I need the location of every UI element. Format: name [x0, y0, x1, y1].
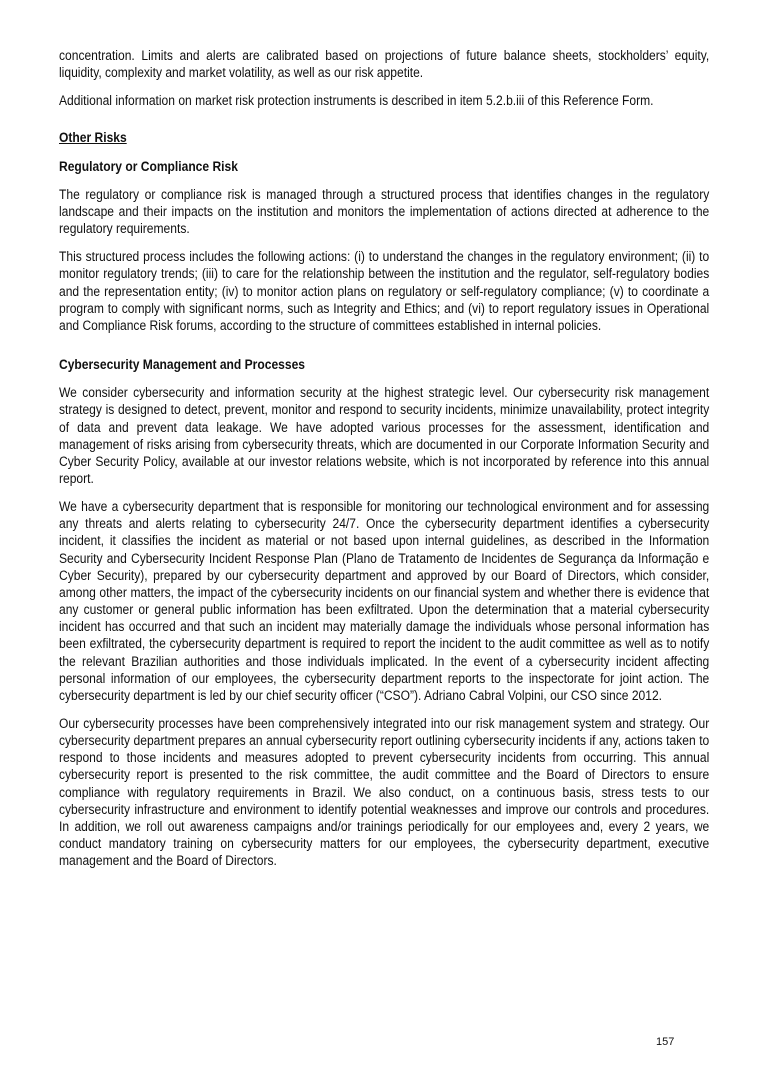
- subheading-cybersecurity: Cybersecurity Management and Processes: [59, 357, 305, 374]
- paragraph: This structured process includes the following actions: (i) to understand the changes in the regulatory environment; (ii) to monitor regulatory trends; (iii) to care for the relationship between the institution and the regulator, self-regulatory bodies and the representation entity; (iv) to monitor action plans on regulatory or self-regulatory compliance; (v) to coordinate a program to comply with significant norms, such as Integrity and Ethics; and (vi) to report regulatory issues in Operational and Compliance Risk forums, according to the structure of committees established in internal policies.: [59, 249, 710, 334]
- subheading-regulatory: Regulatory or Compliance Risk: [59, 158, 238, 175]
- page-body: [59, 48, 709, 881]
- paragraph: The regulatory or compliance risk is managed through a structured process that identifies changes in the regulatory landscape and their impacts on the institution and monitors the implementation of actions directed at adherence to the regulatory requirements.: [59, 186, 710, 238]
- paragraph: We consider cybersecurity and information security at the highest strategic level. Our cybersecurity risk management strategy is designed to detect, prevent, monitor and respond to security incidents, minimize unavailability, protect integrity of data and prevent data leakage. We have adopted various processes for the assessment, identification and management of risks arising from cybersecurity threats, which are documented in our Corporate Information Security and Cyber Security Policy, available at our investor relations website, which is not incorporated by reference into this annual report.: [59, 385, 710, 487]
- section-heading-other-risks: Other Risks: [59, 130, 127, 147]
- paragraph: We have a cybersecurity department that is responsible for monitoring our technological environment and for assessing any threats and alerts relating to cybersecurity 24/7. Once the cybersecurity department identifies a cybersecurity incident, it classifies the incident as material or not based upon internal guidelines, as described in the Information Security and Cybersecurity Incident Response Plan (Plano de Tratamento de Incidentes de Segurança da Informação e Cyber Security), prepared by our cybersecurity department and approved by our Board of Directors, which consider, among other matters, the impact of the cybersecurity incidents on our financial system and whether there is evidence that any customer or general public information has been exfiltrated. Upon the determination that a material cybersecurity incident has occurred and that such an incident may materially damage the individuals whose personal information has been exfiltrated, the cybersecurity department is required to report the incident to the audit committee as well as to notify the relevant Brazilian authorities and those individuals implicated. In the event of a cybersecurity incident affecting personal information of our employees, the cybersecurity department reports to the inspectorate for joint action. The cybersecurity department is led by our chief security officer (“CSO”). Adriano Cabral Volpini, our CSO since 2012.: [59, 499, 710, 704]
- paragraph: concentration. Limits and alerts are calibrated based on projections of future balance sheets, stockholders’ equity, liquidity, complexity and market volatility, as well as our risk appetite.: [59, 48, 710, 82]
- paragraph: Additional information on market risk protection instruments is described in item 5.2.b.iii of this Reference Form.: [59, 93, 654, 110]
- page-number: 157: [656, 1036, 675, 1048]
- paragraph: Our cybersecurity processes have been comprehensively integrated into our risk management system and strategy. Our cybersecurity department prepares an annual cybersecurity report outlining cybersecurity incidents if any, actions taken to respond to those incidents and measures adopted to prevent cybersecurity incidents from occurring. This annual cybersecurity report is presented to the risk committee, the audit committee and the Board of Directors to ensure compliance with regulatory requirements in Brazil. We also conduct, on a continuous basis, stress tests to our cybersecurity infrastructure and environment to identify potential weaknesses and improve our controls and procedures. In addition, we roll out awareness campaigns and/or trainings periodically for our employees and, every 2 years, we conduct mandatory training on cybersecurity matters for our employees, the cybersecurity department, executive management and the Board of Directors.: [59, 716, 710, 870]
